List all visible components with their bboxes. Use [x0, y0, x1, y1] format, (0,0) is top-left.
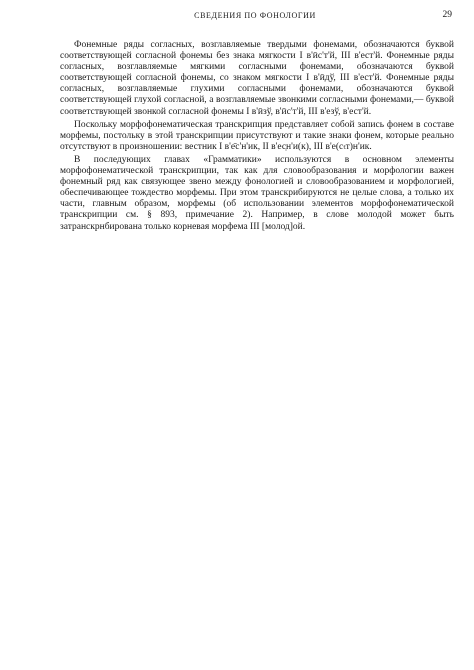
body-text: [60, 40, 454, 233]
paragraph-grammar-chapters: В последующих главах «Грамматики» используются в основном элементы морфофонематической транскрипции, так как для словообразования и морфологии важен фонемный ряд как связующее звено между фонологией и словообразованием и морфологией, обеспечивающее тождество морфемы. При этом транскрибируются не целые слова, а только их части, главным образом, морфемы (об использовании элементов морфофонематической транскрипции см. § 893, примечание 2). Например, в слове молодой может быть затранскрнбирована только корневая морфема III [молод]ой.: [60, 154, 454, 232]
paragraph-phoneme-rows: Фонемные ряды согласных, возглавляемые твердыми фонемами, обозначаются буквой соответствующей согласной фонемы без знака мягкости I в'ӣс'т'й, III в'ест'й. Фонемные ряды согласных, возглавляемые мягкими согласными фонемами, обозначаются буквой соответствующей согласной фонемы, со знаком мягкости I в'ӣдў, III в'ест'й. Фонемные ряды согласных, возглавляемые глухими согласными фонемами, обозначаются буквой соответствующей глухой согласной, а возглавляемые звонкими согласными фонемами,— буквой соответствующей звонкой согласной фонемы I в'ӣзў, в'ӣс'т'й, III в'езў, в'ест'й.: [60, 40, 454, 117]
running-header: [58, 11, 452, 25]
running-title: СВЕДЕНИЯ ПО ФОНОЛОГИИ: [194, 11, 316, 20]
page-number: 29: [442, 10, 452, 20]
paragraph-transcription-record: Поскольку морфофонематическая транскрипция представляет собой запись фонем в составе морфемы, постольку в этой транскрипции присутствуют и такие знаки фонем, которые реально отсутствуют в произношении: вестник I в'е̄с'н'ик, II в'ес̣н'и(к), III в'е(сₜт)н'ик.: [60, 119, 454, 152]
